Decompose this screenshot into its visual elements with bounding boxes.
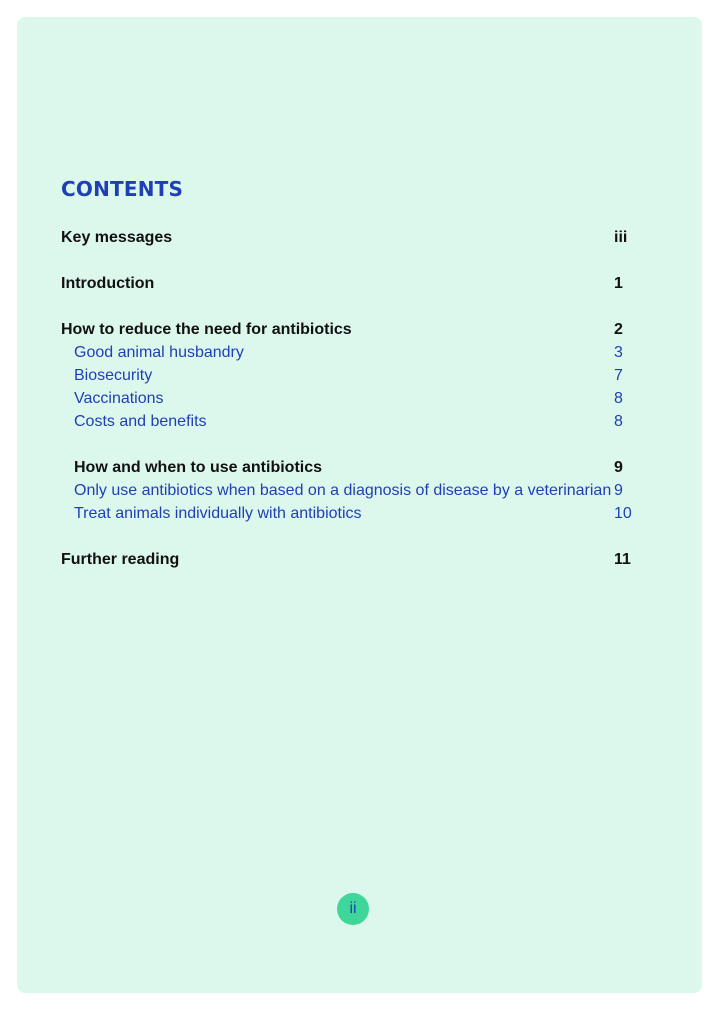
toc-label: How and when to use antibiotics [74,459,323,476]
toc-entry-introduction[interactable] [61,272,641,295]
toc-page: 1 [614,275,623,292]
toc-label: Only use antibiotics when based on a diagnosis of disease by a veterinarian [74,482,612,499]
toc-page: 2 [614,321,623,338]
toc-entry-treat-individually[interactable] [61,502,641,525]
toc-entry-reduce-need[interactable] [61,318,641,341]
toc-entry-husbandry[interactable] [61,341,641,364]
toc-entry-biosecurity[interactable] [61,364,641,387]
page-number-badge: ii [337,893,369,925]
toc-label: Further reading [61,551,180,568]
contents-title: CONTENTS [61,177,184,201]
toc-page: 10 [614,505,632,522]
toc-label: Vaccinations [74,390,164,407]
toc-label: How to reduce the need for antibiotics [61,321,352,338]
toc-label: Biosecurity [74,367,153,384]
toc-label: Key messages [61,229,173,246]
toc-label: Treat animals individually with antibiotics [74,505,362,522]
document-page [17,17,702,993]
table-of-contents [61,226,641,571]
toc-entry-how-when[interactable] [61,456,641,479]
toc-page: iii [614,229,628,246]
toc-page: 7 [614,367,623,384]
toc-entry-costs-benefits[interactable] [61,410,641,433]
toc-page: 8 [614,390,623,407]
toc-entry-diagnosis[interactable] [61,479,641,502]
toc-page: 9 [614,482,623,499]
toc-label: Costs and benefits [74,413,207,430]
toc-label: Introduction [61,275,155,292]
toc-entry-further-reading[interactable] [61,548,641,571]
toc-page: 11 [614,551,631,568]
toc-entry-vaccinations[interactable] [61,387,641,410]
toc-entry-key-messages[interactable] [61,226,641,249]
toc-page: 9 [614,459,623,476]
toc-page: 3 [614,344,623,361]
toc-label: Good animal husbandry [74,344,244,361]
toc-page: 8 [614,413,623,430]
